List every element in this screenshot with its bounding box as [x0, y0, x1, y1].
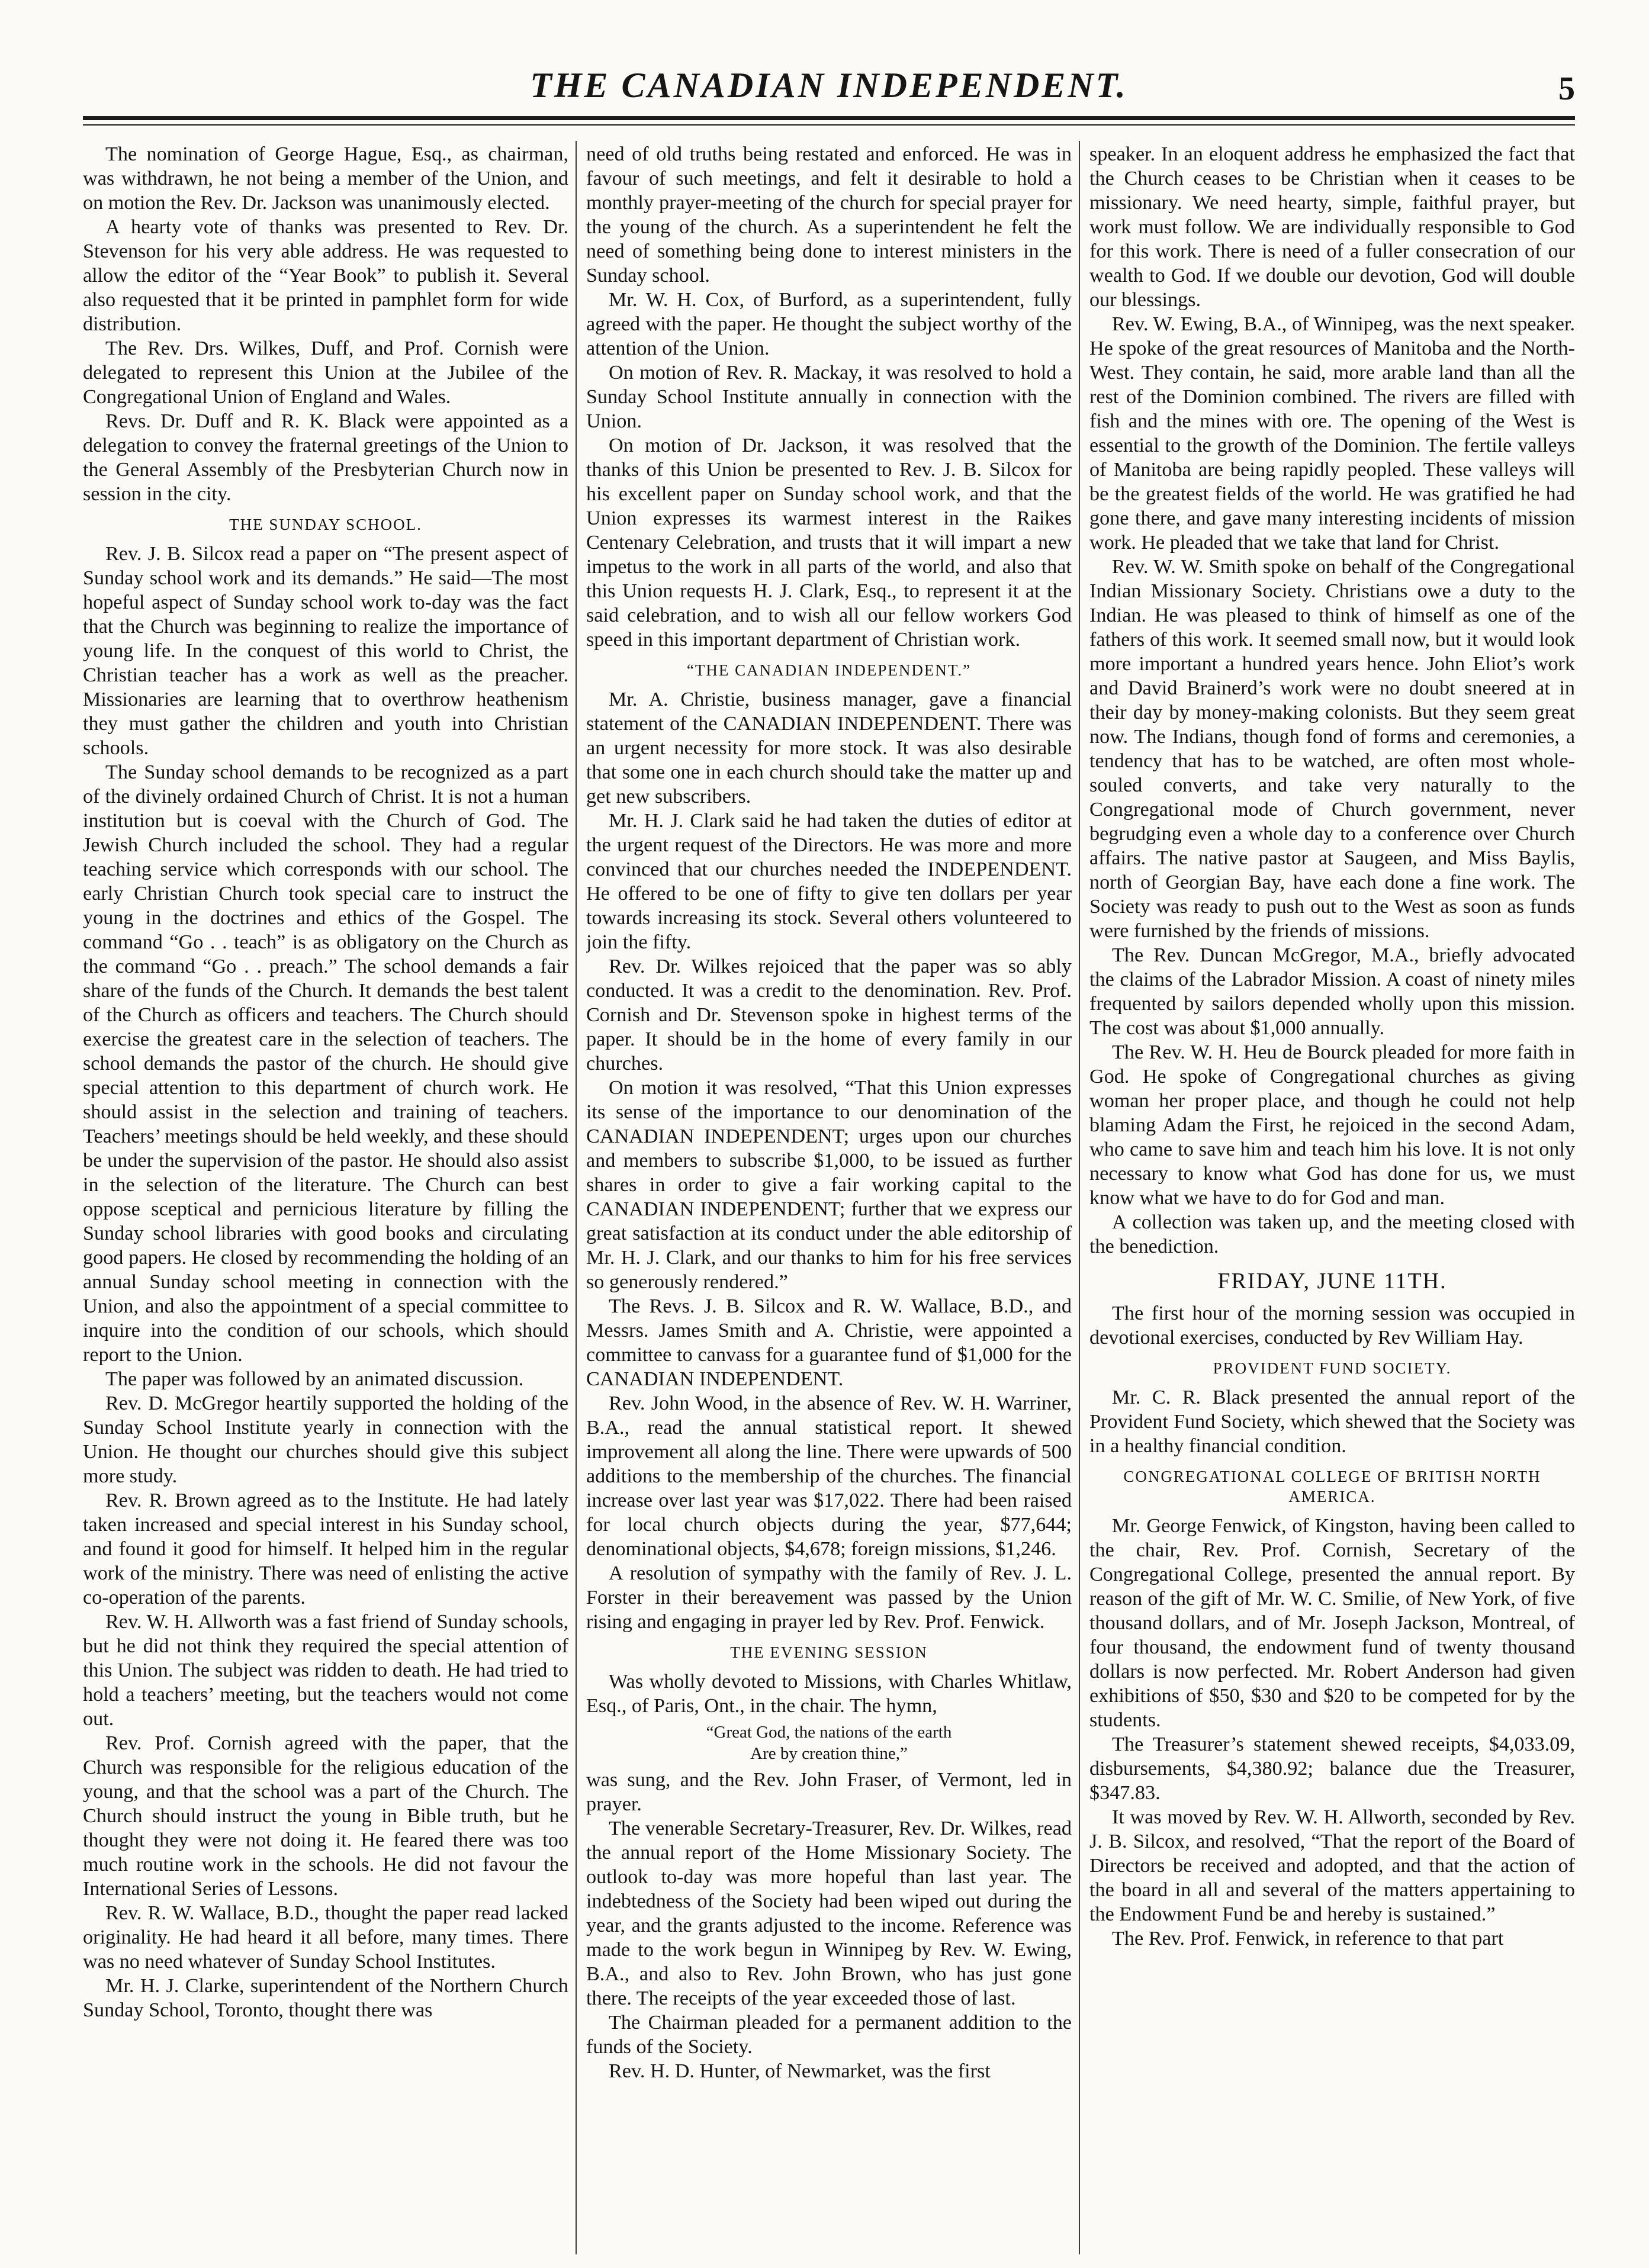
article-paragraph: Revs. Dr. Duff and R. K. Black were appointed as a delegation to convey the fraternal greetings of the Union to the General Assembly of the Presbyterian Church now in session in the city. [83, 410, 568, 505]
header-rule-thick [83, 116, 1575, 120]
article-paragraph: The Revs. J. B. Silcox and R. W. Wallace, B.D., and Messrs. James Smith and A. Christie, were appointed a committee to canvass for a guarantee fund of $1,000 for the CANADIAN INDEPENDENT. [586, 1295, 1072, 1390]
article-paragraph: On motion of Dr. Jackson, it was resolved that the thanks of this Union be presented to Rev. J. B. Silcox for his excellent paper on Sunday school work, and that the Union expresses its warmest interest in the Raikes Centenary Celebration, and trusts that it will impart a new impetus to the work in all parts of the world, and also that this Union requests H. J. Clark, Esq., to represent it at the said celebration, and to wish all our fellow workers God speed in this important department of Christian work. [586, 435, 1072, 651]
article-paragraph: The Chairman pleaded for a permanent addition to the funds of the Society. [586, 2012, 1072, 2058]
article-paragraph: Rev. Prof. Cornish agreed with the paper, that the Church was responsible for the religious education of the young, and that the school was a part of the Church. The Church should instruct the young in Bible truth, but he thought they were not doing it. He feared there was too much routine work in the schools. He did not favour the International Series of Lessons. [83, 1732, 568, 1900]
article-paragraph: need of old truths being restated and enforced. He was in favour of such meetings, and felt it desirable to hold a monthly prayer-meeting of the church for special prayer for the young of the church. As a superintendent he felt the need of something being done to interest ministers in the Sunday school. [586, 143, 1072, 287]
article-paragraph: Rev. Dr. Wilkes rejoiced that the paper was so ably conducted. It was a credit to the denomination. Rev. Prof. Cornish and Dr. Stevenson spoke in highest terms of the paper. It should be in the home of every family in our churches. [586, 956, 1072, 1075]
section-heading: THE EVENING SESSION [730, 1643, 928, 1661]
article-paragraph: Rev. J. B. Silcox read a paper on “The present aspect of Sunday school work and its demands.” He said—The most hopeful aspect of Sunday school work to-day was the fact that the Church was beginning to realize the importance of young life. In the conquest of this world to Christ, the Christian teacher has a work as well as the preacher. Missionaries are learning that to overthrow heathenism they must gather the children and youth into Christian schools. [83, 543, 568, 759]
article-paragraph: Was wholly devoted to Missions, with Charles Whitlaw, Esq., of Paris, Ont., in the chair. The hymn, [586, 1671, 1072, 1717]
article-column-1 [83, 142, 568, 2250]
article-paragraph: The Rev. Drs. Wilkes, Duff, and Prof. Cornish were delegated to represent this Union at the Jubilee of the Congregational Union of England and Wales. [83, 337, 568, 408]
verse-line: “Great God, the nations of the earth [706, 1723, 952, 1742]
article-paragraph: The Treasurer’s statement shewed receipts, $4,033.09, disbursements, $4,380.92; balance due the Treasurer, $347.83. [1089, 1733, 1575, 1804]
article-paragraph: The venerable Secretary-Treasurer, Rev. Dr. Wilkes, read the annual report of the Home Missionary Society. The outlook to-day was more hopeful than last year. The indebtedness of the Society had been wiped out during the year, and the grants adjusted to the income. Reference was made to the work begun in Winnipeg by Rev. W. Ewing, B.A., and also to Rev. John Brown, who has just gone there. The receipts of the year exceeded those of last. [586, 1817, 1072, 2009]
article-column-2 [586, 142, 1072, 2250]
verse-line: Are by creation thine,” [750, 1744, 908, 1763]
hymn-verse [586, 1722, 1072, 1764]
article-paragraph: Mr. C. R. Black presented the annual report of the Provident Fund Society, which shewed that the Society was in a healthy financial condition. [1089, 1386, 1575, 1457]
column-divider-1 [576, 141, 577, 2254]
section-heading: CONGREGATIONAL COLLEGE OF BRITISH NORTH AMERICA. [1123, 1468, 1541, 1505]
article-paragraph: The Rev. Duncan McGregor, M.A., briefly advocated the claims of the Labrador Mission. A coast of ninety miles frequented by sailors depended wholly upon this mission. The cost was about $1,000 annually. [1089, 944, 1575, 1039]
article-paragraph: Rev. John Wood, in the absence of Rev. W. H. Warriner, B.A., read the annual statistical report. It shewed improvement all along the line. There were upwards of 500 additions to the membership of the churches. The financial increase over last year was $17,022. There had been raised for local church objects during the year, $77,644; denominational objects, $4,678; foreign missions, $1,246. [586, 1392, 1072, 1560]
article-paragraph: Mr. H. J. Clarke, superintendent of the Northern Church Sunday School, Toronto, thought there was [83, 1975, 568, 2021]
date-heading: FRIDAY, JUNE 11TH. [1217, 1269, 1447, 1294]
newspaper-title: THE CANADIAN INDEPENDENT. [530, 66, 1128, 105]
article-paragraph: The Sunday school demands to be recognized as a part of the divinely ordained Church of Christ. It is not a human institution but is coeval with the Church of God. The Jewish Church included the school. They had a regular teaching service which corresponds with our school. The early Christian Church took special care to instruct the young in the doctrines and ethics of the Gospel. The command “Go . . teach” is as obligatory on the Church as the command “Go . . preach.” The school demands a fair share of the funds of the Church. It demands the best talent of the Church as officers and teachers. The Church should exercise the greatest care in the selection of teachers. The school demands the pastor of the church. He should give special attention to this department of church work. He should assist in the selection and training of teachers. Teachers’ meetings should be held weekly, and these should be under the supervision of the pastor. He should also assist in the selection of the literature. The Church can best oppose sceptical and pernicious literature by filling the Sunday school libraries with good books and circulating good papers. He closed by recommending the holding of an annual Sunday school meeting in connection with the Union, and also the appointment of a special committee to inquire into the condition of our schools, which should report to the Union. [83, 761, 568, 1366]
page-number: 5 [1558, 70, 1575, 107]
article-paragraph: Mr. W. H. Cox, of Burford, as a superintendent, fully agreed with the paper. He thought the subject worthy of the attention of the Union. [586, 289, 1072, 359]
article-paragraph: The Rev. W. H. Heu de Bourck pleaded for more faith in God. He spoke of Congregational churches as giving woman her proper place, and though he could not help blaming Adam the First, he rejoiced in the second Adam, who came to save him and teach him his love. It is not only necessary to know what God has done for us, we must know what we have to do for God and man. [1089, 1041, 1575, 1209]
article-paragraph: The paper was followed by an animated discussion. [105, 1368, 524, 1390]
article-paragraph: A hearty vote of thanks was presented to Rev. Dr. Stevenson for his very able address. He was requested to allow the editor of the “Year Book” to publish it. Several also requested that it be printed in pamphlet form for wide distribution. [83, 216, 568, 335]
article-paragraph: was sung, and the Rev. John Fraser, of Vermont, led in prayer. [586, 1769, 1072, 1815]
article-paragraph: Mr. A. Christie, business manager, gave a financial statement of the CANADIAN INDEPENDENT. There was an urgent necessity for more stock. It was also desirable that some one in each church should take the matter up and get new subscribers. [586, 689, 1072, 808]
section-heading: PROVIDENT FUND SOCIETY. [1213, 1359, 1452, 1377]
section-heading: “THE CANADIAN INDEPENDENT.” [686, 661, 972, 679]
article-paragraph: The Rev. Prof. Fenwick, in reference to that part [1112, 1928, 1504, 1949]
article-paragraph: Mr. George Fenwick, of Kingston, having been called to the chair, Rev. Prof. Cornish, Secretary of the Congregational College, presented the annual report. By reason of the gift of Mr. W. C. Smilie, of New York, of five thousand dollars, and of Mr. Joseph Jackson, Montreal, of four thousand, the endowment fund of twenty thousand dollars is now perfected. Mr. Robert Anderson had given exhibitions of $50, $30 and $20 to be competed for by the students. [1089, 1515, 1575, 1731]
article-paragraph: The first hour of the morning session was occupied in devotional exercises, conducted by Rev William Hay. [1089, 1302, 1575, 1349]
article-paragraph: Rev. R. W. Wallace, B.D., thought the paper read lacked originality. He had heard it all before, many times. There was no need whatever of Sunday School Institutes. [83, 1902, 568, 1973]
article-paragraph: Rev. H. D. Hunter, of Newmarket, was the first [609, 2060, 991, 2082]
article-paragraph: Mr. H. J. Clark said he had taken the duties of editor at the urgent request of the Directors. He was more and more convinced that our churches needed the INDEPENDENT. He offered to be one of fifty to give ten dollars per year towards increasing its stock. Several others volunteered to join the fifty. [586, 810, 1072, 953]
article-paragraph: The nomination of George Hague, Esq., as chairman, was withdrawn, he not being a member of the Union, and on motion the Rev. Dr. Jackson was unanimously elected. [83, 143, 568, 214]
article-paragraph: A resolution of sympathy with the family of Rev. J. L. Forster in their bereavement was passed by the Union rising and engaging in prayer led by Rev. Prof. Fenwick. [586, 1562, 1072, 1633]
article-paragraph: A collection was taken up, and the meeting closed with the benediction. [1089, 1211, 1575, 1257]
section-heading: THE SUNDAY SCHOOL. [229, 516, 422, 533]
article-paragraph: It was moved by Rev. W. H. Allworth, seconded by Rev. J. B. Silcox, and resolved, “That the report of the Board of Directors be received and adopted, and that the action of the board in all and several of the matters appertaining to the Endowment Fund be and hereby is sustained.” [1089, 1806, 1575, 1925]
article-paragraph: Rev. W. W. Smith spoke on behalf of the Congregational Indian Missionary Society. Christians owe a duty to the Indian. He was pleased to think of himself as one of the fathers of this work. It seemed small now, but it would look more important a hundred years hence. John Eliot’s work and David Brainerd’s work were no doubt sneered at in their day by money-making colonists. But they seem great now. The Indians, though fond of forms and ceremonies, a tendency that has to be watched, are often most whole-souled converts, and take very naturally to the Congregational mode of Church government, never begrudging even a whole day to a conference over Church affairs. The native pastor at Saugeen, and Miss Baylis, north of Georgian Bay, have each done a fine work. The Society was ready to push out to the West as soon as funds were furnished by the friends of missions. [1089, 556, 1575, 942]
article-paragraph: On motion it was resolved, “That this Union expresses its sense of the importance to our denomination of the CANADIAN INDEPENDENT; urges upon our churches and members to subscribe $1,000, to be issued as further shares in order to give a fair working capital to the CANADIAN INDEPENDENT; further that we express our great satisfaction at its conduct under the able editorship of Mr. H. J. Clark, and our thanks to him for his free services so generously rendered.” [586, 1077, 1072, 1293]
column-divider-2 [1079, 141, 1080, 2254]
article-paragraph: Rev. W. H. Allworth was a fast friend of Sunday schools, but he did not think they required the special attention of this Union. The subject was ridden to death. He had tried to hold a teachers’ meeting, but the teachers would not come out. [83, 1611, 568, 1730]
article-paragraph: Rev. W. Ewing, B.A., of Winnipeg, was the next speaker. He spoke of the great resources of Manitoba and the North-West. They contain, he said, more arable land than all the rest of the Dominion combined. The rivers are filled with fish and the mines with ore. The opening of the West is essential to the growth of the Dominion. The fertile valleys of Manitoba are being rapidly peopled. These valleys will be the greatest fields of the world. He was gratified he had gone there, and gave many interesting incidents of mission work. He pleaded that we take that land for Christ. [1089, 313, 1575, 554]
article-paragraph: On motion of Rev. R. Mackay, it was resolved to hold a Sunday School Institute annually in connection with the Union. [586, 362, 1072, 432]
article-paragraph: speaker. In an eloquent address he emphasized the fact that the Church ceases to be Christian when it ceases to be missionary. We need hearty, simple, faithful prayer, but work must follow. We are individually responsible to God for this work. There is need of a fuller consecration of our wealth to God. If we double our devotion, God will double our blessings. [1089, 143, 1575, 311]
header-rule-thin [83, 124, 1575, 126]
article-paragraph: Rev. D. McGregor heartily supported the holding of the Sunday School Institute yearly in connection with the Union. He thought our churches should give this subject more study. [83, 1392, 568, 1487]
article-column-3 [1089, 142, 1575, 2250]
article-paragraph: Rev. R. Brown agreed as to the Institute. He had lately taken increased and special interest in his Sunday school, and found it good for himself. It helped him in the regular work of the ministry. There was need of enlisting the active co-operation of the parents. [83, 1490, 568, 1608]
